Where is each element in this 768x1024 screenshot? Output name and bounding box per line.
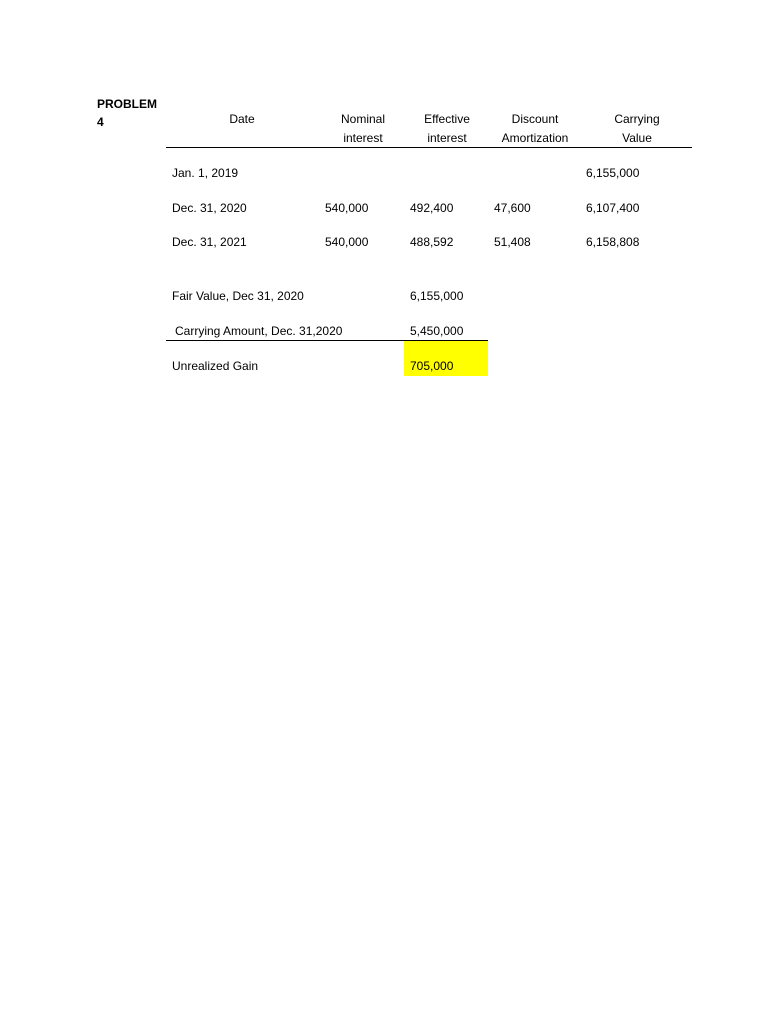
- row-2-discount: 51,408: [494, 235, 531, 249]
- header-carrying-line2: Value: [622, 131, 652, 145]
- header-carrying-line1: Carrying: [614, 112, 660, 126]
- unrealized-gain: 705,000: [410, 359, 454, 373]
- problem-label: PROBLEM 4: [97, 97, 157, 129]
- header-effective-line2: interest: [427, 131, 467, 145]
- fair-value: 6,155,000: [410, 289, 464, 303]
- carrying-amount: 5,450,000: [410, 324, 464, 338]
- header-discount-line1: Discount: [511, 112, 559, 126]
- header-date: [212, 110, 272, 129]
- header-discount: [492, 110, 578, 148]
- row-2-nominal: 540,000: [325, 235, 369, 249]
- carrying-amount-label: Carrying Amount, Dec. 31,2020: [175, 324, 343, 338]
- header-effective: [410, 110, 484, 148]
- row-1-carrying: 6,107,400: [586, 201, 640, 215]
- row-0-carrying: 6,155,000: [586, 166, 640, 180]
- header-nominal-line1: Nominal: [340, 112, 385, 126]
- fair-value-label: Fair Value, Dec 31, 2020: [172, 289, 304, 303]
- row-1-effective: 492,400: [410, 201, 454, 215]
- row-1-discount: 47,600: [494, 201, 531, 215]
- row-1-nominal: 540,000: [325, 201, 369, 215]
- header-discount-line2: Amortization: [501, 131, 569, 145]
- header-effective-line1: Effective: [424, 112, 470, 126]
- row-2-effective: 488,592: [410, 235, 454, 249]
- header-nominal: [326, 110, 400, 148]
- header-rule: [166, 147, 692, 148]
- header-carrying: [600, 110, 674, 148]
- row-1-date: Dec. 31, 2020: [172, 201, 247, 215]
- row-0-date: Jan. 1, 2019: [172, 166, 239, 180]
- header-date-line1: Date: [229, 112, 255, 126]
- header-nominal-line2: interest: [343, 131, 383, 145]
- row-2-carrying: 6,158,808: [586, 235, 640, 249]
- unrealized-gain-label: Unrealized Gain: [172, 359, 259, 373]
- row-2-date: Dec. 31, 2021: [172, 235, 247, 249]
